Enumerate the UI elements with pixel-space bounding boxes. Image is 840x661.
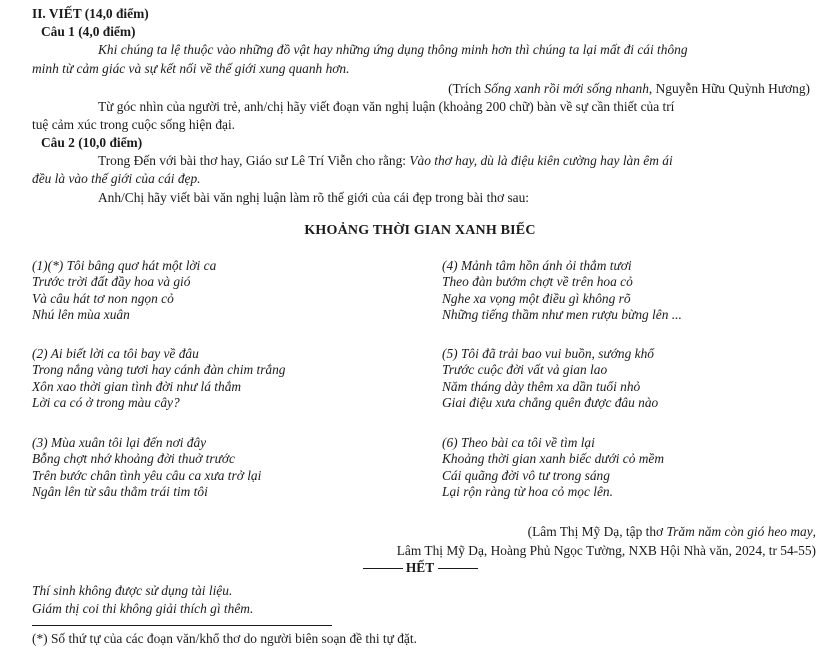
question-2-heading: Câu 2 (10,0 điểm) [41, 135, 143, 150]
poem-line: Trong nắng vàng tươi hay cánh đàn chim trắng [32, 362, 286, 378]
end-mark [0, 560, 840, 576]
poem-line: Lời ca có ở trong màu cây? [32, 395, 180, 411]
citation-prefix: (Lâm Thị Mỹ Dạ, tập thơ [527, 524, 667, 539]
question-2-intro-line-2: đều là vào thế giới của cái đẹp. [32, 171, 201, 186]
note-no-materials: Thí sinh không được sử dụng tài liệu. [32, 583, 233, 598]
note-no-explanation: Giám thị coi thi không giải thích gì thêm. [32, 601, 254, 616]
poem-stanza-3 [32, 435, 261, 501]
question-2-prompt: Anh/Chị hãy viết bài văn nghị luận làm rõ thế giới của cái đẹp trong bài thơ sau: [98, 190, 530, 205]
poem-line: (5) Tôi đã trải bao vui buồn, sướng khổ [442, 346, 654, 361]
question-1-quote-line-1: Khi chúng ta lệ thuộc vào những đồ vật hay những ứng dụng thông minh hơn thì chúng ta lại mất đi cái thông [98, 42, 688, 57]
poem-stanza-4 [442, 258, 682, 324]
poem-line: Xôn xao thời gian tình đời như lá thắm [32, 378, 242, 394]
section-heading: II. VIẾT (14,0 điểm) [32, 6, 149, 21]
citation-book-title: Trăm năm còn gió heo may [666, 524, 813, 539]
poem-line: (3) Mùa xuân tôi lại đến nơi đây [32, 435, 207, 450]
poem-line: Ngân lên từ sâu thẳm trái tim tôi [32, 484, 208, 500]
poem-line: Lại rộn ràng từ hoa cỏ mọc lên. [442, 484, 613, 500]
poem-line: (2) Ai biết lời ca tôi bay về đâu [32, 346, 199, 361]
question-2-intro-line-1 [98, 153, 673, 169]
end-dash-left [363, 568, 403, 569]
poem-line: Theo đàn bướm chợt về trên hoa cỏ [442, 274, 633, 290]
poem-line: Năm tháng dày thêm xa dần tuổi nhỏ [442, 378, 641, 394]
poem-title: KHOẢNG THỜI GIAN XANH BIẾC [304, 223, 536, 238]
footnote: (*) Số thứ tự của các đoạn văn/khổ thơ do người biên soạn đề thi tự đặt. [32, 631, 417, 646]
poem-line: Bỗng chợt nhớ khoảng đời thuở trước [32, 451, 235, 467]
source-author: , Nguyễn Hữu Quỳnh Hương) [648, 81, 810, 96]
poem-line: (4) Mảnh tâm hồn ánh ỏi thắm tươi [442, 258, 632, 273]
question-1-prompt-line-1: Từ góc nhìn của người trẻ, anh/chị hãy viết đoạn văn nghị luận (khoảng 200 chữ) bàn về sự cần thiết của trí [98, 99, 675, 114]
poem-line: Trước cuộc đời vất vả gian lao [442, 362, 608, 378]
poem-line: Trước trời đất đầy hoa và gió [32, 274, 191, 290]
intro-plain: Trong Đến với bài thơ hay, Giáo sư Lê Trí Viễn cho rằng: [98, 153, 410, 168]
poem-line: Trên bước chân tình yêu câu ca xưa trở lại [32, 467, 262, 483]
poem-line: Khoảng thời gian xanh biếc dưới cỏ mềm [442, 451, 665, 467]
poem-stanza-1 [32, 258, 216, 324]
poem-line: Cái quãng đời vô tư trong sáng [442, 467, 610, 483]
question-1-source [448, 81, 810, 97]
poem-citation-line-2: Lâm Thị Mỹ Dạ, Hoàng Phủ Ngọc Tường, NXB Hội Nhà văn, 2024, tr 54-55) [396, 543, 816, 558]
source-prefix: (Trích [448, 81, 485, 96]
poem-line: Nghe xa vọng một điều gì không rõ [442, 290, 631, 306]
poem-stanza-2 [32, 346, 286, 412]
question-1-prompt-line-2: tuệ cảm xúc trong cuộc sống hiện đại. [32, 117, 236, 132]
citation-comma: , [812, 524, 816, 539]
end-dash-right [438, 568, 478, 569]
question-1-heading: Câu 1 (4,0 điểm) [41, 24, 136, 39]
source-title: Sống xanh rồi mới sống nhanh [484, 81, 649, 96]
poem-line: Giai điệu xưa chẳng quên được đâu nào [442, 395, 659, 411]
poem-line: Nhú lên mùa xuân [32, 307, 130, 323]
footnote-divider [32, 625, 332, 626]
poem-line: (6) Theo bài ca tôi về tìm lại [442, 435, 595, 450]
poem-stanza-5 [442, 346, 658, 412]
poem-line: Những tiếng thầm như men rượu bừng lên ... [442, 307, 682, 323]
question-1-quote-line-2: minh từ cảm giác và sự kết nối về thế giới xung quanh hơn. [32, 61, 350, 76]
end-mark-text: HẾT [405, 560, 435, 575]
poem-line: Và câu hát tơ non ngọn cỏ [32, 290, 174, 306]
poem-stanza-6 [442, 435, 664, 501]
poem-line: (1)(*) Tôi bâng quơ hát một lời ca [32, 258, 217, 273]
intro-quote: Vào thơ hay, dù là điệu kiên cường hay làn êm ái [409, 153, 673, 168]
poem-citation-line-1 [528, 524, 816, 540]
